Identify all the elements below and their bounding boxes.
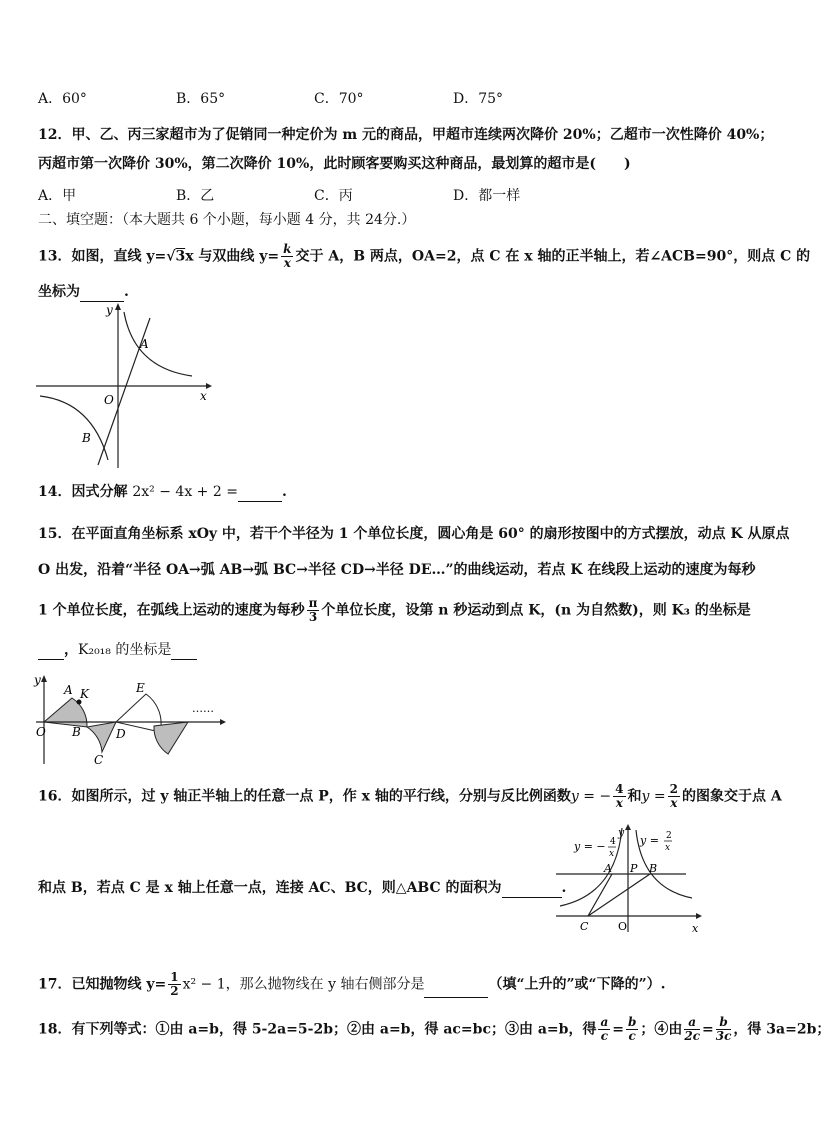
q13-fig-point-a: A bbox=[140, 337, 149, 351]
q11-option-c: C．70° bbox=[314, 91, 364, 107]
q12-line1: 12．甲、乙、丙三家超市为了促销同一种定价为 m 元的商品，甲超市连续两次降价 20%；乙超市一次性降价 40%； bbox=[38, 127, 774, 143]
q15-line3: 1 个单位长度，在弧线上运动的速度为每秒 $\frac{\pi}{3}$ 个单位长度，设第 n 秒运动到点 K，(n 为自然数)，则 K₃ 的坐标是 bbox=[38, 596, 751, 624]
q12-line2: 丙超市第一次降价 30%，第二次降价 10%，此时顾客要购买这种商品，最划算的超市是( ) bbox=[38, 156, 631, 172]
q16-fig-label-left-den: x bbox=[609, 849, 615, 859]
q13-line2: 坐标为 . bbox=[38, 284, 129, 300]
q15-line4: ，K₂₀₁₈ 的坐标是 bbox=[38, 640, 197, 660]
q16-fig-point-b: B bbox=[649, 862, 658, 875]
q11-option-d: D．75° bbox=[453, 91, 504, 107]
q15-fig-point-c: C bbox=[94, 753, 104, 767]
q11-option-a: A．60° bbox=[38, 91, 87, 107]
q15-fig-point-e: E bbox=[136, 681, 145, 695]
q13-fig-point-b: B bbox=[82, 431, 91, 445]
q13-fig-x-label: x bbox=[200, 389, 207, 403]
q15-fig-ellipsis: …… bbox=[192, 702, 214, 715]
q16-figure bbox=[552, 822, 712, 936]
q16-fig-point-p: P bbox=[630, 862, 638, 875]
q15-fig-point-b: B bbox=[72, 725, 81, 739]
section-heading: 二、填空题：（本大题共 6 个小题，每小题 4 分，共 24分.） bbox=[38, 212, 416, 228]
q16-fig-label-right: y = bbox=[640, 834, 659, 847]
q15-fig-point-a: A bbox=[64, 683, 73, 697]
q16-line1: 16．如图所示，过 y 轴正半轴上的任意一点 P，作 x 轴的平行线，分别与反比例函数y = − $\frac{4}{x}$ 和y = $\frac{2}{x}$ 的图象交于点 A bbox=[38, 782, 782, 810]
q16-line2: 和点 B，若点 C 是 x 轴上任意一点，连接 AC、BC，则△ABC 的面积为 . bbox=[38, 880, 567, 896]
q15-fig-point-k: K bbox=[80, 687, 89, 701]
q13-line1: 13．如图，直线 y=√3x 与双曲线 y= $\frac{k}{x}$ 交于 A，B 两点，OA=2，点 C 在 x 轴的正半轴上，若∠ACB=90°，则点 C 的 bbox=[38, 242, 811, 270]
q13-figure bbox=[34, 300, 214, 472]
q16-fig-label-right-num: 2 bbox=[666, 831, 672, 841]
q16-fig-point-a: A bbox=[604, 862, 612, 875]
q17-line: 17．已知抛物线 y= $\frac{1}{2}$ x² − 1，那么抛物线在 y 轴右侧部分是 （填“上升的”或“下降的”）. bbox=[38, 970, 666, 998]
q14-line: 14．因式分解 2x² − 4x + 2 = . bbox=[38, 484, 287, 500]
q15-fig-origin: O bbox=[36, 725, 46, 739]
q11-option-b: B．65° bbox=[176, 91, 226, 107]
q16-fig-label-left-num: 4 bbox=[610, 837, 616, 847]
q16-fig-label-right-den: x bbox=[665, 843, 671, 853]
q13-fig-origin-label: O bbox=[104, 393, 114, 407]
q15-fig-y-label: y bbox=[34, 673, 41, 687]
q16-fig-y-label: y bbox=[618, 826, 625, 839]
q16-fig-point-c: C bbox=[580, 920, 589, 933]
q15-fig-point-d: D bbox=[116, 727, 126, 741]
q12-option-a: A．甲 bbox=[38, 188, 77, 204]
q16-fig-label-left: y = − bbox=[574, 840, 606, 853]
q13-fig-y-label: y bbox=[106, 303, 113, 317]
q16-fig-x-label: x bbox=[692, 922, 699, 935]
q15-figure bbox=[32, 672, 232, 768]
q12-option-b: B．乙 bbox=[176, 188, 215, 204]
q12-option-d: D．都一样 bbox=[453, 188, 521, 204]
q12-option-c: C．丙 bbox=[314, 188, 353, 204]
q15-line1: 15．在平面直角坐标系 xOy 中，若干个半径为 1 个单位长度，圆心角是 60° 的扇形按图中的方式摆放，动点 K 从原点 bbox=[38, 526, 790, 542]
q16-fig-origin: O bbox=[618, 920, 628, 933]
q18-line: 18．有下列等式：①由 a=b，得 5-2a=5-2b；②由 a=b，得 ac=bc；③由 a=b，得 $\frac{a}{c}$ = $\frac{b}{c}$ ；④由 $\frac{a}{2c}$ = $\frac{b}{3c}$ ，得 3a=2b； bbox=[38, 1015, 830, 1043]
q15-line2: O 出发，沿着“半径 OA→弧 AB→弧 BC→半径 CD→半径 DE…”的曲线运动，若点 K 在线段上运动的速度为每秒 bbox=[38, 562, 756, 578]
